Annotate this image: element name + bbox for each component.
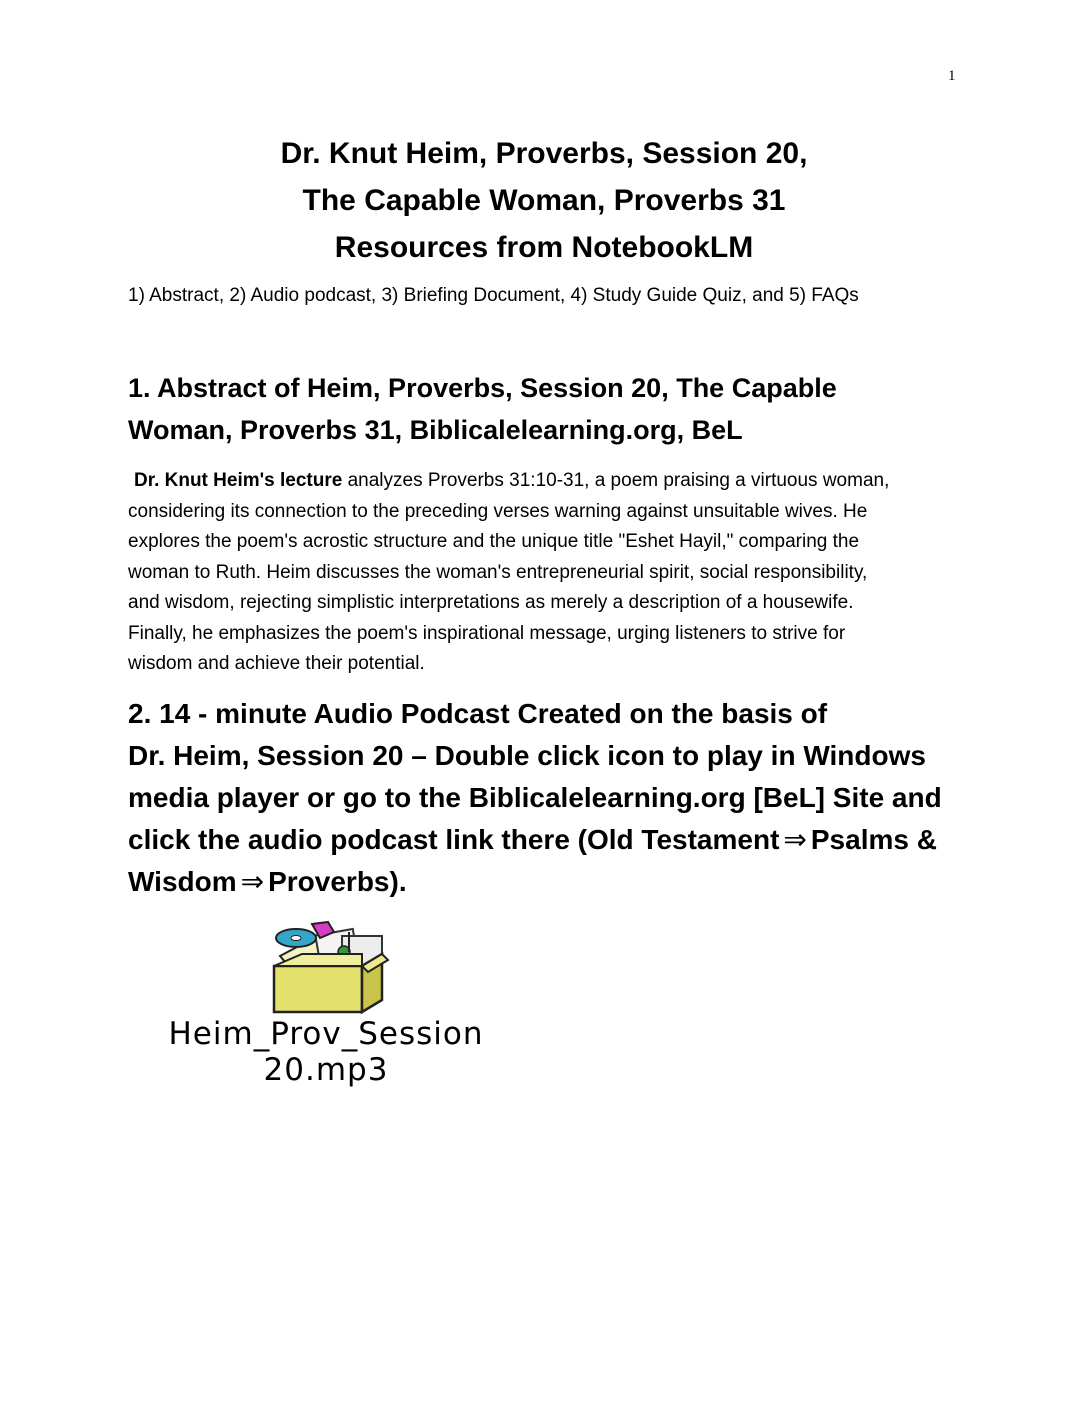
abstract-line-3: explores the poem's acrostic structure and the unique title "Eshet Hayil," comparing the: [128, 531, 860, 552]
page-number: 1: [948, 68, 956, 84]
title-line-2: The Capable Woman, Proverbs 31: [302, 184, 786, 217]
section-2-heading-line-4: click the audio podcast link there (Old Testament ⇒ Psalms &: [128, 819, 968, 861]
title-line-3: Resources from NotebookLM: [334, 231, 754, 264]
abstract-lead: Dr. Knut Heim's lecture: [134, 470, 343, 491]
contents-list: 1) Abstract, 2) Audio podcast, 3) Briefing Document, 4) Study Guide Quiz, and 5) FAQs: [128, 285, 859, 306]
section-2-heading-line-1: 2. 14 - minute Audio Podcast Created on the basis of: [128, 698, 828, 729]
media-file-label-line-1: Heim_Prov_Session: [168, 1016, 484, 1052]
abstract-paragraph: [128, 466, 958, 680]
abstract-line-1: analyzes Proverbs 31:10-31, a poem praising a virtuous woman,: [342, 470, 890, 491]
arrow-right-icon: ⇒: [240, 866, 265, 897]
section-1-heading: [128, 367, 968, 451]
abstract-line-4: woman to Ruth. Heim discusses the woman's entrepreneurial spirit, social responsibility,: [128, 561, 868, 583]
title-line-1: Dr. Knut Heim, Proverbs, Session 20,: [280, 137, 808, 170]
section-2-heading-line-5: Wisdom ⇒ Proverbs).: [128, 861, 968, 903]
abstract-line-2: considering its connection to the preceding verses warning against unsuitable wives. He: [128, 500, 868, 522]
media-file-label[interactable]: [120, 1016, 532, 1088]
arrow-right-icon: ⇒: [783, 824, 807, 855]
media-file-label-line-2: 20.mp3: [263, 1052, 389, 1088]
abstract-line-6: Finally, he emphasizes the poem's inspirational message, urging listeners to strive for: [128, 622, 846, 644]
abstract-line-7: wisdom and achieve their potential.: [128, 653, 425, 674]
section-2-heading-line-2: Dr. Heim, Session 20 – Double click icon to play in Windows: [128, 740, 926, 771]
abstract-line-5: and wisdom, rejecting simplistic interpretations as merely a description of a housewife.: [128, 592, 854, 613]
section-1-heading-line-2: Woman, Proverbs 31, Biblicalelearning.org, BeL: [128, 415, 743, 445]
media-package-icon[interactable]: [262, 918, 392, 1018]
document-title: [0, 130, 1088, 271]
section-1-heading-line-1: 1. Abstract of Heim, Proverbs, Session 20, The Capable: [128, 373, 837, 403]
section-2-heading-line-3: media player or go to the Biblicalelearning.org [BeL] Site and: [128, 782, 942, 813]
section-2-heading: [128, 693, 968, 903]
